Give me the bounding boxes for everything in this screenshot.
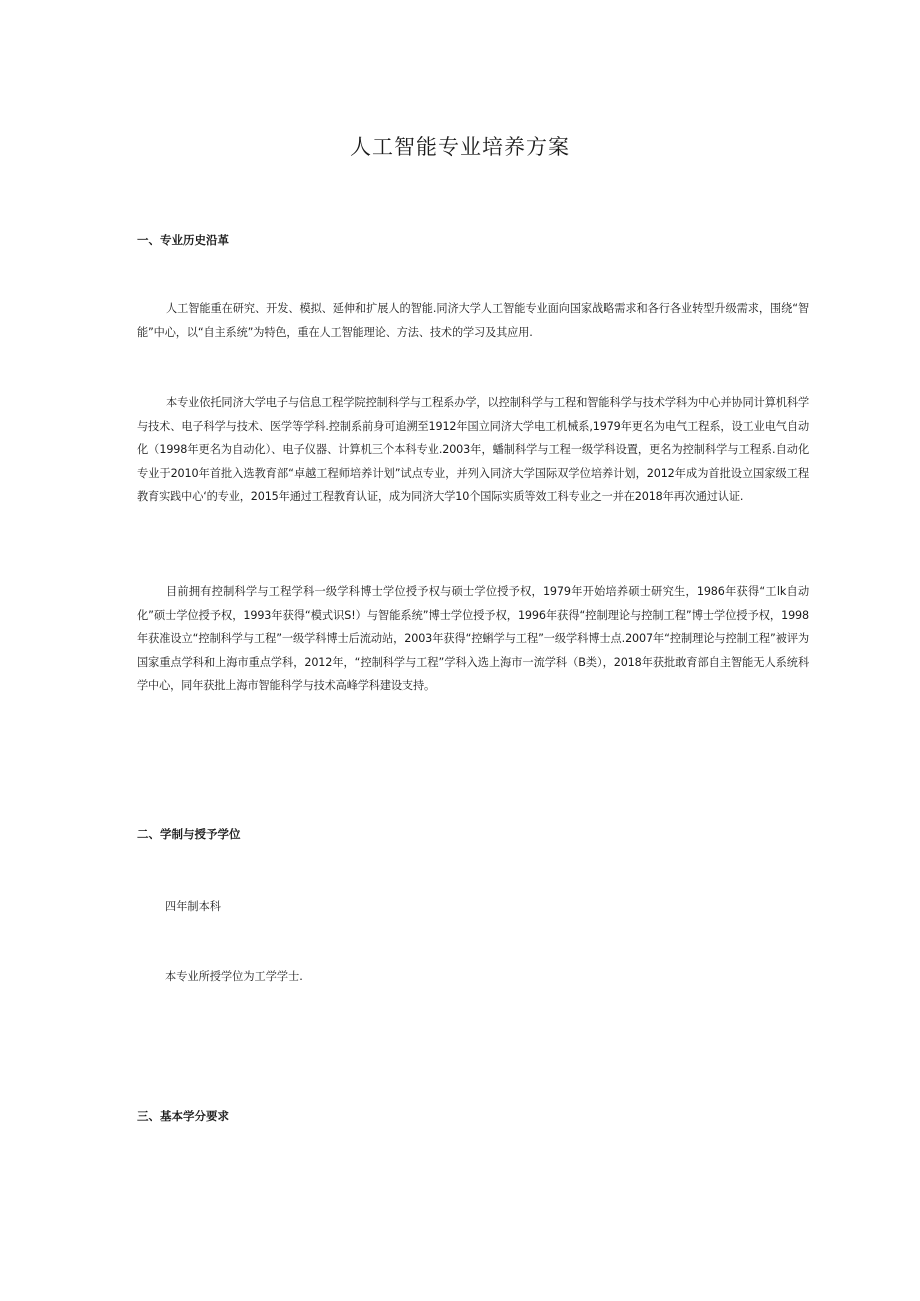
section-heading-credits: 三、基本学分要求 [137,1109,229,1123]
section-heading-degree: 二、学制与授予学位 [137,827,241,841]
document-title: 人工智能专业培养方案 [350,135,570,159]
paragraph-history-intro: 人工智能重在研究、开发、模拟、延伸和扩展人的智能.同济大学人工智能专业面向国家战略需求和各行各业转型升级需求，围绕“智能”中心，以“自主系统”为特色，重在人工智能理论、方法、技术的学习及其应用. [137,302,809,339]
paragraph-history-degrees: 目前拥有控制科学与工程学科一级学科博士学位授予权与硕士学位授予权，1979年开始培养硕士研究生，1986年获得“工lk自动化”硕士学位授予权，1993年获得“模式识S!）与智能系统”博士学位授予权，1996年获得“控制理论与控制工程”博士学位授予权，1998年获准设立“控制科学与工程”一级学科博士后流动站，2003年获得“控蝌学与工程”一级学科博士点.2007年“控制理论与控制工程”被评为国家重点学科和上海市重点学科，2012年，“控制科学与工程”学科入选上海市一流学科（B类），2018年获批敢育部自主智能无人系统科学中心，同年获批上海市智能科学与技术高峰学科建设支持。 [137,585,809,692]
section-heading-history: 一、专业历史沿革 [137,233,229,247]
degree-awarded-text: 本专业所授学位为工学学士. [165,970,303,983]
degree-duration-text: 四年制本科 [165,900,221,913]
paragraph-history-department: 本专业依托同济大学电子与信息工程学院控制科学与工程系办学，以控制科学与工程和智能科学与技术学科为中心并协同计算机科学与技术、电子科学与技术、医学等学科.控制系前身可追溯至1912年国立同济大学电工机械系,1979年更名为电气工程系，设工业电气自动化（1998年更名为自动化）、电子仪器、计算机三个本科专业.2003年，蟠制科学与工程一级学科设置，更名为控制科学与工程系.自动化专业于2010年首批入选教育部“卓越工程师培养计划”试点专业，并列入同济大学国际双学位培养计划，2012年成为首批设立国家级工程教育实践中心‘的专业，2015年通过工程教育认证，成为同济大学10个国际实质等效工科专业之一并在2018年再次通过认证. [137,396,809,503]
